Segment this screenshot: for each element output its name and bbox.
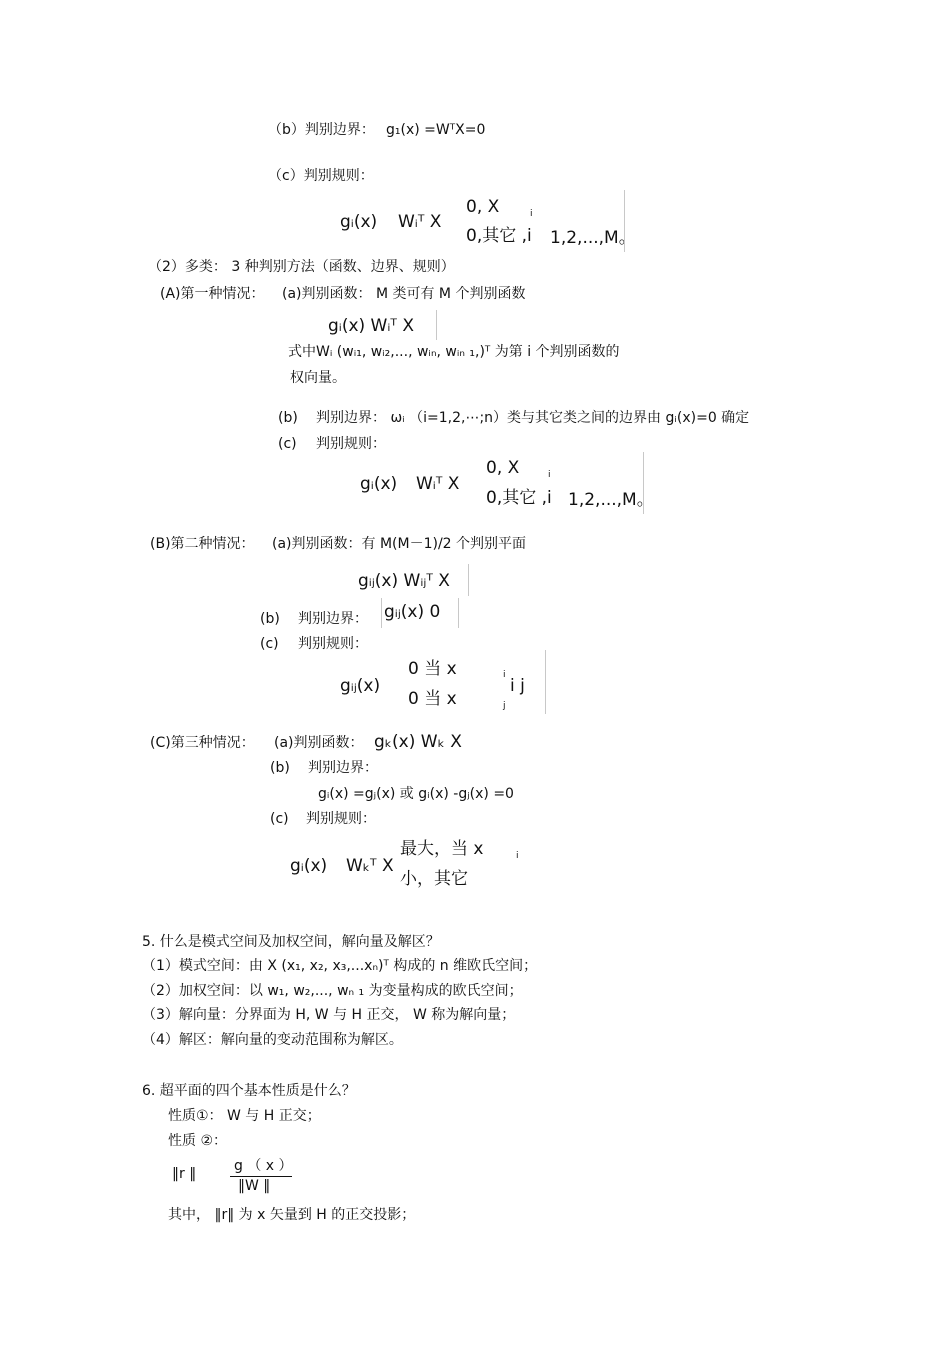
q5-solution-vector: （3）解向量：分界面为 H, W 与 H 正交， W 称为解向量；	[142, 1007, 516, 1023]
case-b-boundary-formula: gᵢⱼ(x) 0	[384, 602, 441, 622]
case-c-b-label: (b)	[270, 760, 290, 776]
case-b-rule-top: 0 当 x	[408, 659, 457, 679]
boundary-formula: g₁(x) =WᵀX=0	[386, 122, 486, 138]
formula-border	[643, 452, 644, 514]
case-c-boundary-label: 判别边界：	[308, 760, 378, 776]
case-a-note: 式中Wᵢ (wᵢ₁, wᵢ₂,..., wᵢₙ, wᵢₙ ₁,)ᵀ 为第 i 个判别函数的	[288, 344, 620, 360]
formula-border	[545, 650, 546, 714]
q6-frac-numerator: g （ x ）	[234, 1158, 293, 1174]
formula-border	[381, 598, 382, 628]
case-c-rule-top-sub: i	[516, 851, 519, 861]
formula-border	[436, 310, 437, 340]
q6-frac-lhs: ‖r ‖	[172, 1166, 197, 1182]
rule-case-top-sub: i	[530, 209, 533, 219]
case-b-formula: gᵢⱼ(x) Wᵢⱼᵀ X	[358, 571, 450, 591]
case-a-c-label: (c)	[278, 436, 297, 452]
case-c-rule-label: 判别规则：	[306, 811, 376, 827]
case-b-rule-sub-bottom: j	[503, 701, 506, 711]
q6-property-2: 性质 ②：	[168, 1133, 228, 1149]
case-b-rule-lhs: gᵢⱼ(x)	[340, 676, 381, 696]
case-a-rule-rhs: Wᵢᵀ X	[416, 474, 460, 494]
multiclass-title: （2）多类： 3 种判别方法（函数、边界、规则）	[148, 259, 455, 275]
case-a-formula: gᵢ(x) Wᵢᵀ X	[328, 316, 414, 336]
case-a-rule-bottom: 0,其它 ,i	[486, 488, 552, 508]
q6-fraction-bar	[230, 1176, 292, 1177]
case-b-c-label: (c)	[260, 636, 279, 652]
case-a-note-2: 权向量。	[290, 370, 346, 386]
formula-border	[468, 564, 469, 596]
formula-border	[624, 190, 625, 252]
case-a-b-label: (b)	[278, 410, 298, 426]
q6-frac-denominator: ‖W ‖	[238, 1178, 271, 1194]
case-c-c-label: (c)	[270, 811, 289, 827]
case-b-head: (B)第二种情况：	[150, 536, 255, 552]
case-a-rule-label: 判别规则：	[316, 436, 386, 452]
case-c-boundary-formula: gᵢ(x) =gⱼ(x) 或 gᵢ(x) -gⱼ(x) =0	[318, 786, 514, 802]
case-c-rule-top: 最大，当 x	[400, 839, 484, 859]
q5-solution-region: （4）解区：解向量的变动范围称为解区。	[142, 1032, 403, 1048]
case-a-boundary: 判别边界： ωᵢ （i=1,2,⋯;n）类与其它类之间的边界由 gᵢ(x)=0 确定	[316, 410, 750, 426]
case-a-rule-top-sub: i	[548, 470, 551, 480]
q5-title: 5. 什么是模式空间及加权空间，解向量及解区？	[142, 934, 440, 950]
boundary-label: （b）判别边界：	[268, 122, 375, 138]
case-b-rule-label: 判别规则：	[298, 636, 368, 652]
case-c-rule-bottom: 小，其它	[400, 869, 468, 889]
case-b-rule-bottom: 0 当 x	[408, 689, 457, 709]
q6-property-note: 其中， ‖r‖ 为 x 矢量到 H 的正交投影；	[168, 1207, 416, 1223]
case-c-head: (C)第三种情况：	[150, 735, 255, 751]
case-a-head: (A)第一种情况：	[160, 286, 265, 302]
case-a-rule-top: 0, X	[486, 458, 520, 478]
case-a-function: (a)判别函数： M 类可有 M 个判别函数	[282, 286, 526, 302]
case-b-boundary-label: 判别边界：	[298, 611, 368, 627]
case-a-rule-lhs: gᵢ(x)	[360, 474, 398, 494]
q5-weight-space: （2）加权空间：以 w₁, w₂,..., wₙ ₁ 为变量构成的欧氏空间；	[142, 983, 523, 999]
q6-title: 6. 超平面的四个基本性质是什么？	[142, 1083, 356, 1099]
q6-property-1: 性质①： W 与 H 正交；	[168, 1108, 321, 1124]
case-c-rule-lhs: gᵢ(x)	[290, 856, 328, 876]
formula-border	[458, 598, 459, 628]
rule-case-top: 0, X	[466, 197, 500, 217]
rule-case-bottom: 0,其它 ,i	[466, 226, 532, 246]
case-a-rule-tail: 1,2,...,M。	[568, 490, 654, 510]
q5-pattern-space: （1）模式空间：由 X (x₁, x₂, x₃,...xₙ)ᵀ 构成的 n 维欧氏空间；	[142, 958, 538, 974]
rule-rhs: Wᵢᵀ X	[398, 212, 442, 232]
case-b-b-label: (b)	[260, 611, 280, 627]
case-b-function: (a)判别函数：有 M(M－1)/2 个判别平面	[272, 536, 527, 552]
case-b-rule-right: i j	[510, 676, 525, 696]
rule-lhs: gᵢ(x)	[340, 212, 378, 232]
case-b-rule-sub-top: i	[503, 670, 506, 680]
case-c-function-formula: gₖ(x) Wₖ X	[374, 732, 462, 752]
rule-label: （c）判别规则：	[268, 168, 374, 184]
case-c-rule-rhs: Wₖᵀ X	[346, 856, 394, 876]
rule-case-tail: 1,2,...,M。	[550, 228, 636, 248]
case-c-function-label: (a)判别函数：	[274, 735, 364, 751]
